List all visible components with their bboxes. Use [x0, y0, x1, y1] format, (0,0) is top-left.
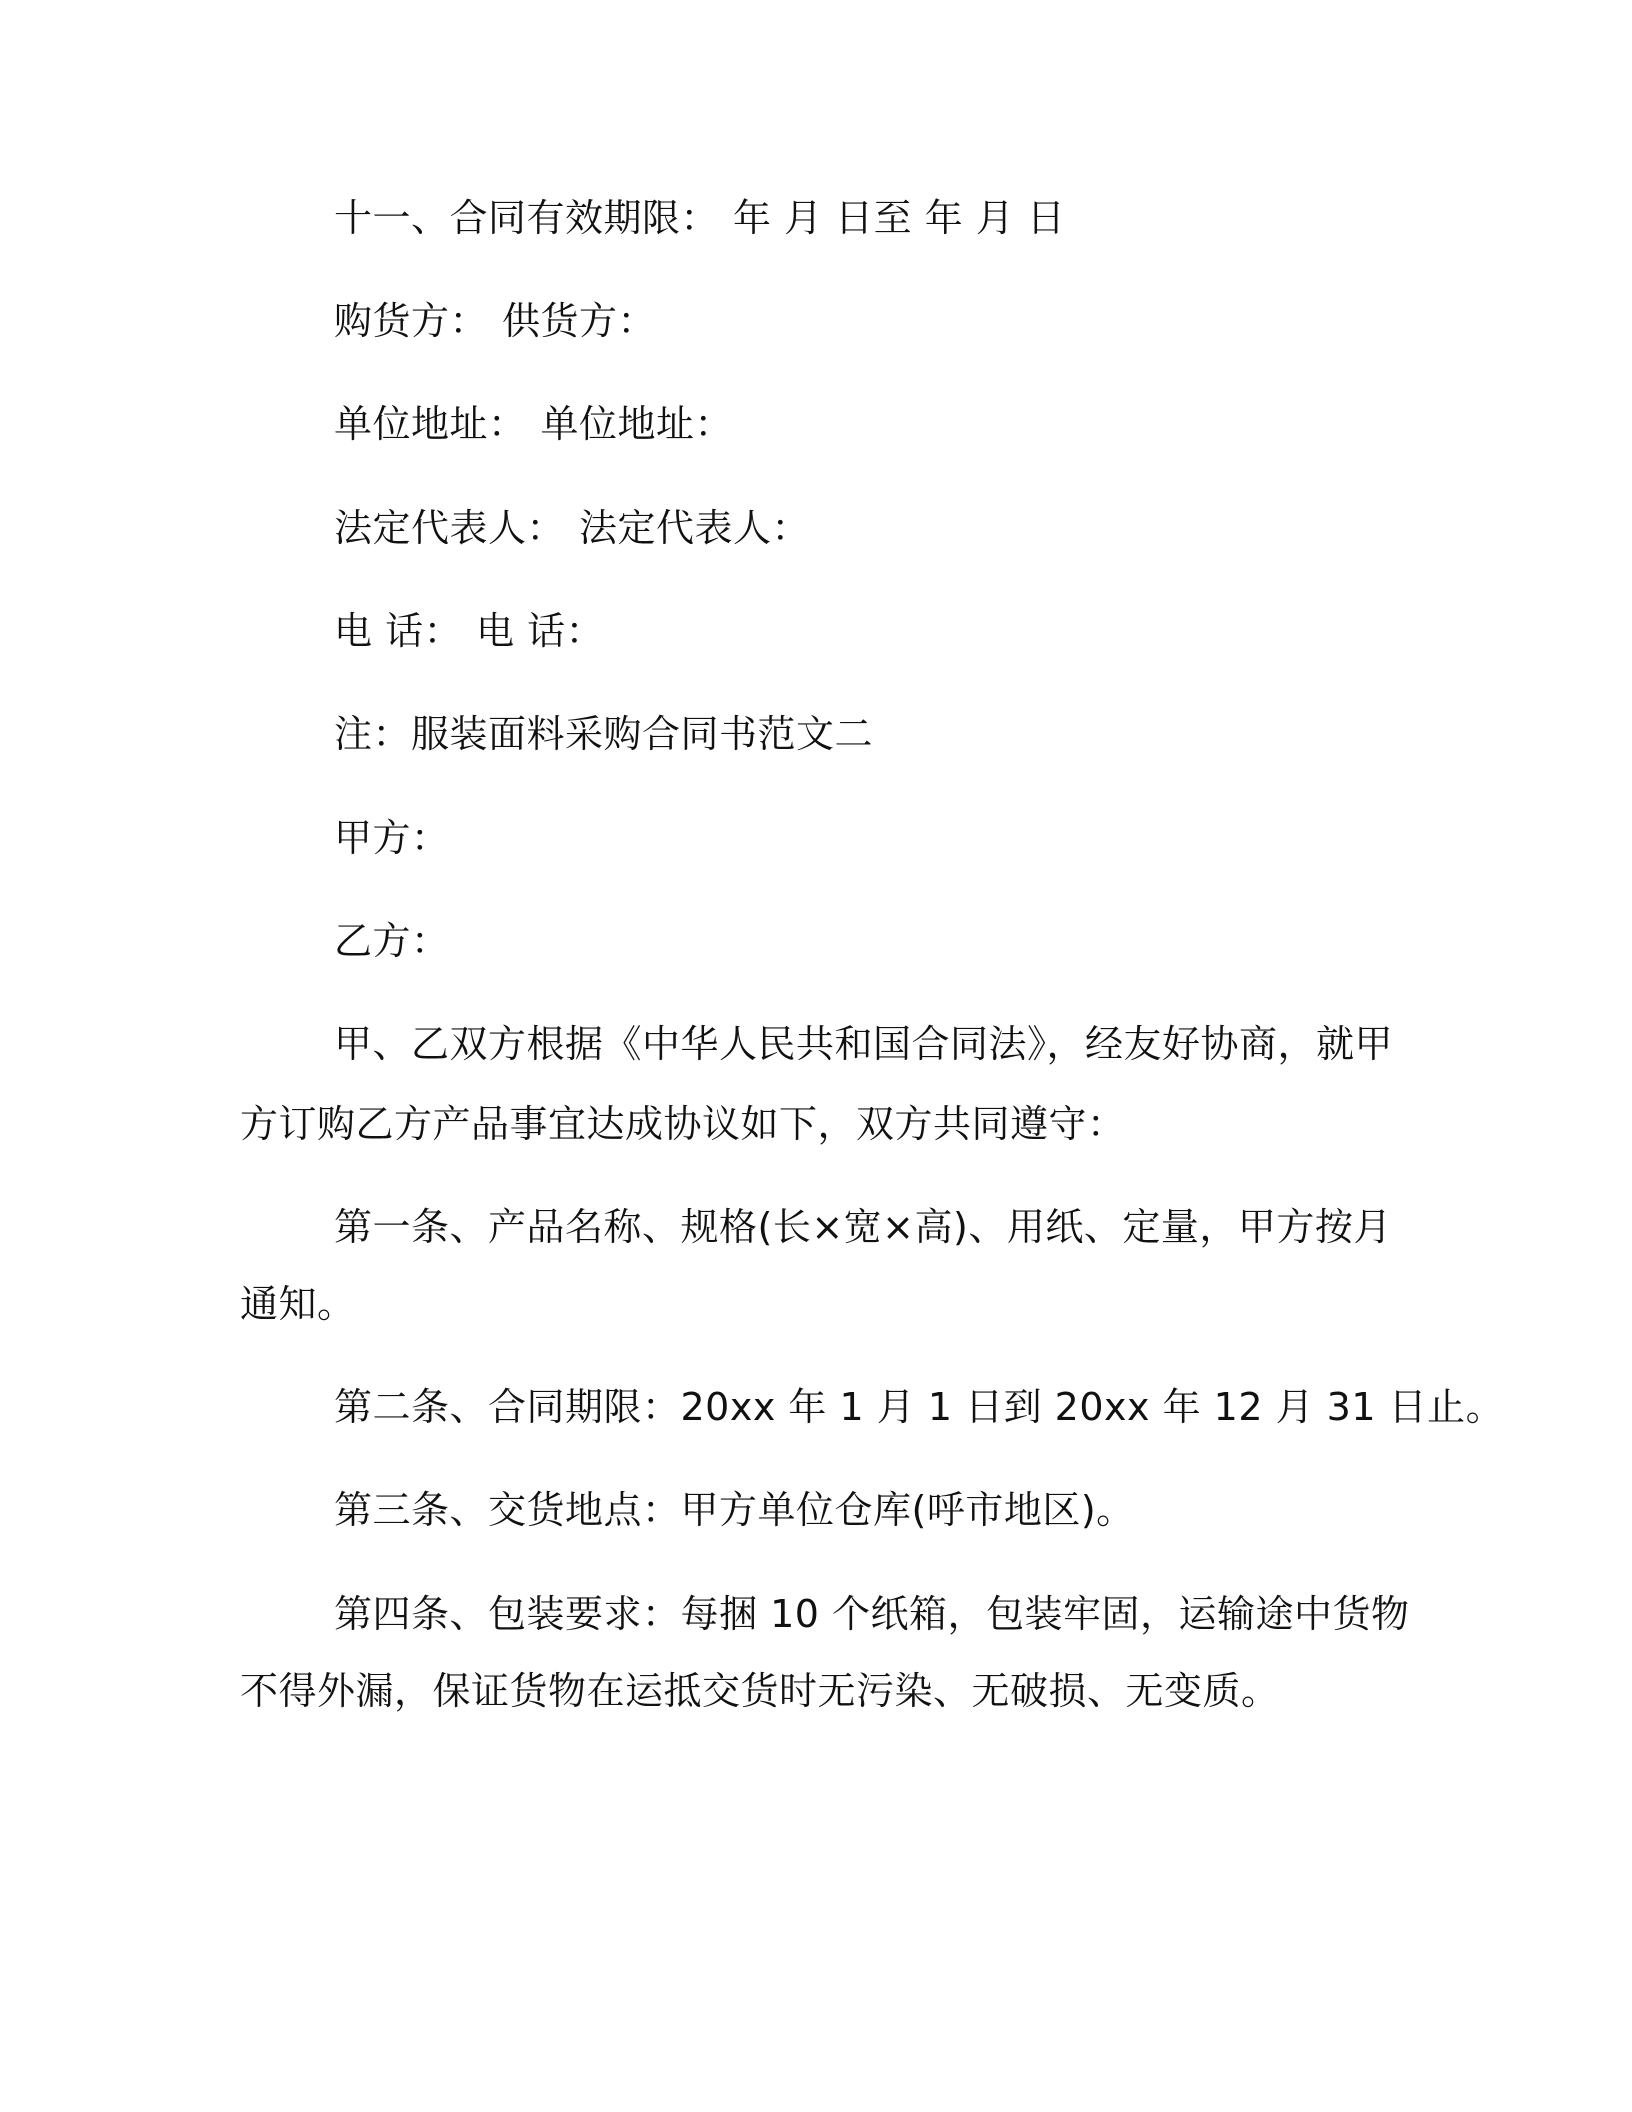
buyer-legal-rep-label: 法定代表人： — [334, 506, 566, 550]
article1-line-1: 第一条、产品名称、规格(长×宽×高)、用纸、定量，甲方按月 — [334, 1205, 1392, 1249]
supplier-address-label: 单位地址： — [540, 402, 734, 446]
party-b-line: 乙方： — [334, 919, 450, 963]
buyer-phone-label: 电 话： — [334, 609, 463, 653]
article1-line-2: 通知。 — [240, 1282, 356, 1326]
address-line — [334, 404, 733, 444]
validity-label: 十一、合同有效期限： — [334, 196, 720, 240]
buyer-label: 购货方： — [334, 299, 489, 343]
article2-line: 第二条、合同期限：20xx 年 1 月 1 日到 20xx 年 12 月 31 日止。 — [334, 1385, 1505, 1429]
intro-line-1: 甲、乙双方根据《中华人民共和国合同法》，经友好协商，就甲 — [334, 1022, 1394, 1066]
intro-line-2: 方订购乙方产品事宜达成协议如下，双方共同遵守： — [240, 1102, 1126, 1146]
legal-rep-line — [334, 508, 810, 548]
supplier-phone-label: 电 话： — [476, 609, 605, 653]
buyer-address-label: 单位地址： — [334, 402, 527, 446]
buyer-supplier-line — [334, 301, 656, 341]
article4-line-2: 不得外漏，保证货物在运抵交货时无污染、无破损、无变质。 — [240, 1669, 1280, 1713]
article3-line: 第三条、交货地点：甲方单位仓库(呼市地区)。 — [334, 1488, 1135, 1532]
validity-line — [334, 198, 1065, 238]
supplier-legal-rep-label: 法定代表人： — [579, 506, 811, 550]
phone-line — [334, 611, 604, 651]
article4-line-1: 第四条、包装要求：每捆 10 个纸箱，包装牢固，运输途中货物 — [334, 1592, 1410, 1636]
note-line: 注：服装面料采购合同书范文二 — [334, 712, 874, 756]
supplier-label-text: 供货方： — [502, 299, 657, 343]
validity-value: 年 月 日至 年 月 日 — [733, 196, 1066, 240]
party-a-line: 甲方： — [334, 816, 450, 860]
